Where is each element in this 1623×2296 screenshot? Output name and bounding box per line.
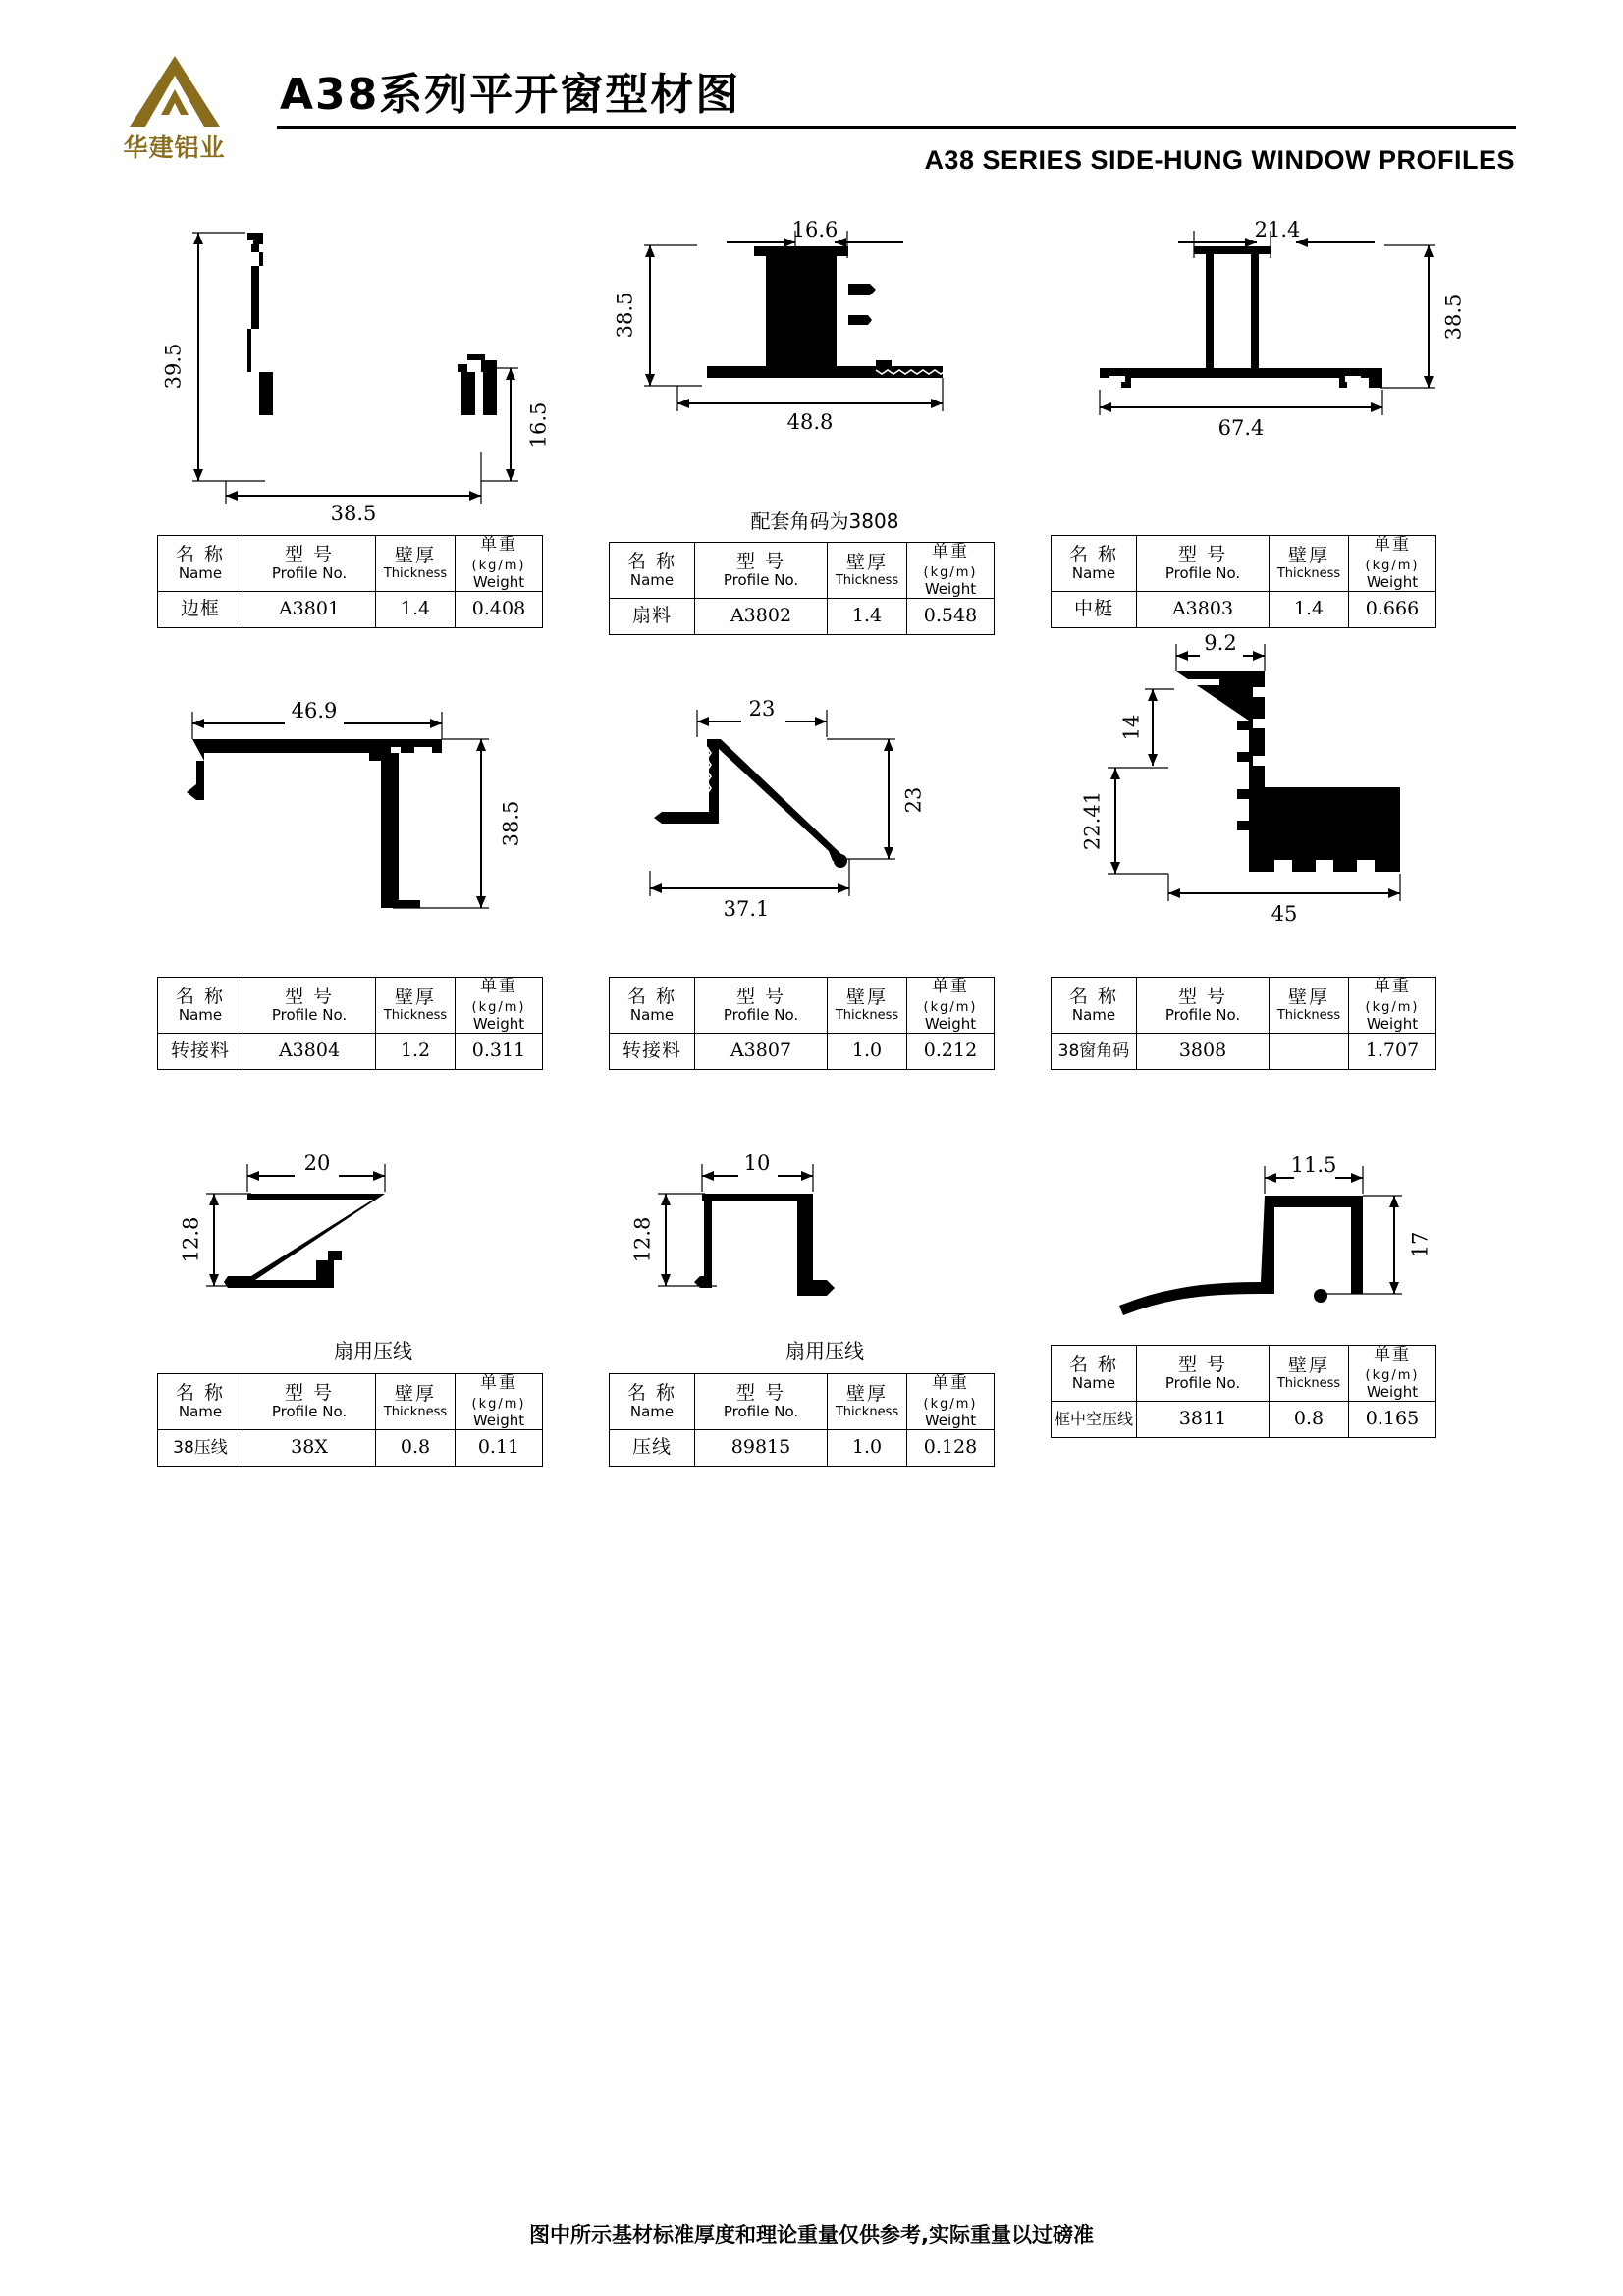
cell-weight: 0.666 [1349, 592, 1436, 628]
svg-text:20: 20 [303, 1151, 331, 1175]
cell-name: 转接料 [610, 1034, 695, 1070]
profiles-row-1 [0, 211, 1623, 682]
profile-caption-a3802: 配套角码为3808 [750, 509, 899, 533]
profile-cell-a3803 [1051, 211, 1483, 628]
header-name-en: Name [178, 1006, 223, 1025]
cell-weight: 0.548 [907, 599, 995, 635]
profile-drawing-a3801 [157, 211, 589, 535]
header-profile-en: Profile No. [723, 1006, 799, 1025]
svg-text:14: 14 [1119, 714, 1144, 741]
svg-text:17: 17 [1408, 1231, 1433, 1258]
page-title-en: A38 SERIES SIDE-HUNG WINDOW PROFILES [924, 145, 1515, 175]
cell-name: 38窗角码 [1052, 1034, 1137, 1070]
spec-table-a3804 [157, 977, 543, 1070]
profile-cell-38x [157, 1148, 589, 1467]
header-name-en: Name [178, 1403, 223, 1421]
header-name-en: Name [178, 564, 223, 583]
profile-cell-a3801 [157, 211, 589, 628]
page-header [0, 0, 1623, 211]
header-profile-cn: 型 号 [284, 985, 335, 1007]
cell-profile-no: 38X [243, 1430, 376, 1467]
cell-weight: 0.11 [456, 1430, 543, 1467]
svg-text:23: 23 [748, 697, 776, 721]
header-weight-en: Weight [1366, 1015, 1419, 1034]
svg-text:21.4: 21.4 [1254, 218, 1301, 241]
header-weight-cn: 单重 [1374, 1345, 1411, 1364]
header-weight-unit: (kg/m) [923, 564, 978, 580]
header-thickness-en: Thickness [835, 1404, 899, 1419]
page-title-cn: A38系列平开窗型材图 [280, 70, 741, 120]
company-logo [108, 54, 241, 172]
profile-drawing-3808 [1051, 628, 1483, 977]
cell-name: 边框 [158, 592, 243, 628]
header-name-cn: 名 称 [175, 1381, 226, 1404]
header-profile-cn: 型 号 [1177, 1353, 1228, 1375]
header-name-en: Name [1071, 1374, 1116, 1393]
profile-cell-a3807 [609, 682, 1041, 1070]
svg-text:38.5: 38.5 [330, 502, 377, 525]
cell-thickness: 0.8 [1270, 1402, 1349, 1438]
header-weight-en: Weight [472, 1015, 525, 1034]
header-thickness-cn: 壁厚 [1287, 1354, 1329, 1376]
header-divider [277, 126, 1516, 129]
svg-text:16.5: 16.5 [526, 401, 551, 449]
profile-cell-a3802 [609, 211, 1041, 635]
cell-weight: 0.408 [456, 592, 543, 628]
cell-thickness: 1.0 [828, 1430, 907, 1467]
header-thickness-cn: 壁厚 [1287, 986, 1329, 1008]
svg-text:11.5: 11.5 [1290, 1153, 1337, 1177]
header-profile-cn: 型 号 [1177, 985, 1228, 1007]
header-weight-en: Weight [472, 1412, 525, 1430]
profile-drawing-3811 [1051, 1148, 1483, 1335]
header-thickness-cn: 壁厚 [394, 1382, 436, 1405]
header-name-en: Name [1071, 564, 1116, 583]
header-profile-en: Profile No. [1164, 1006, 1241, 1025]
header-weight-en: Weight [472, 573, 525, 592]
header-name-cn: 名 称 [1068, 543, 1119, 565]
cell-name: 38压线 [158, 1430, 243, 1467]
header-thickness-en: Thickness [383, 565, 448, 581]
cell-weight: 0.128 [907, 1430, 995, 1467]
header-profile-en: Profile No. [271, 1006, 348, 1025]
header-thickness-en: Thickness [1276, 1375, 1341, 1391]
profile-drawing-89815 [609, 1148, 1041, 1335]
cell-thickness: 0.8 [376, 1430, 456, 1467]
header-thickness-cn: 壁厚 [845, 1382, 888, 1405]
header-weight-unit: (kg/m) [1365, 558, 1420, 573]
header-weight-en: Weight [924, 1015, 977, 1034]
header-weight-en: Weight [1366, 573, 1419, 592]
profiles-row-2 [0, 631, 1623, 1148]
profile-cell-3808 [1051, 628, 1483, 1070]
logo-mark-icon [126, 54, 224, 131]
header-profile-cn: 型 号 [735, 1381, 786, 1404]
header-name-cn: 名 称 [175, 543, 226, 565]
header-weight-unit: (kg/m) [471, 558, 526, 573]
spec-table-a3803 [1051, 535, 1436, 628]
svg-text:45: 45 [1271, 902, 1298, 926]
header-profile-cn: 型 号 [735, 985, 786, 1007]
cell-name: 框中空压线 [1052, 1402, 1137, 1438]
cell-name: 中梃 [1052, 592, 1137, 628]
cell-name: 扇料 [610, 599, 695, 635]
cell-name: 压线 [610, 1430, 695, 1467]
cell-thickness: 1.4 [376, 592, 456, 628]
svg-text:48.8: 48.8 [786, 410, 834, 434]
svg-text:38.5: 38.5 [1441, 294, 1466, 341]
header-weight-unit: (kg/m) [1365, 999, 1420, 1015]
header-profile-en: Profile No. [271, 1403, 348, 1421]
cell-weight: 0.165 [1349, 1402, 1436, 1438]
spec-table-38x [157, 1373, 543, 1467]
header-thickness-en: Thickness [1276, 565, 1341, 581]
profile-cell-89815 [609, 1148, 1041, 1467]
header-weight-cn: 单重 [480, 1373, 517, 1393]
header-profile-en: Profile No. [723, 1403, 799, 1421]
header-thickness-en: Thickness [835, 1007, 899, 1023]
profile-drawing-a3804 [157, 682, 589, 977]
header-weight-cn: 单重 [932, 1373, 969, 1393]
cell-thickness: 1.4 [1270, 592, 1349, 628]
header-name-en: Name [629, 1006, 675, 1025]
cell-profile-no: 3811 [1137, 1402, 1270, 1438]
header-thickness-cn: 壁厚 [394, 986, 436, 1008]
svg-text:39.5: 39.5 [161, 343, 186, 390]
cell-thickness: 1.4 [828, 599, 907, 635]
cell-profile-no: A3804 [243, 1034, 376, 1070]
profile-drawing-a3803 [1051, 211, 1483, 535]
cell-profile-no: A3803 [1137, 592, 1270, 628]
profiles-row-3 [0, 1148, 1623, 1561]
header-thickness-cn: 壁厚 [1287, 544, 1329, 566]
cell-profile-no: A3802 [695, 599, 828, 635]
header-thickness-cn: 壁厚 [394, 544, 436, 566]
profiles-grid [0, 211, 1623, 1561]
cell-thickness: 1.2 [376, 1034, 456, 1070]
cell-profile-no: A3807 [695, 1034, 828, 1070]
header-weight-cn: 单重 [932, 542, 969, 561]
header-weight-cn: 单重 [1374, 977, 1411, 996]
header-profile-en: Profile No. [271, 564, 348, 583]
svg-text:46.9: 46.9 [291, 699, 338, 722]
header-weight-cn: 单重 [932, 977, 969, 996]
cell-name: 转接料 [158, 1034, 243, 1070]
header-thickness-en: Thickness [1276, 1007, 1341, 1023]
header-weight-cn: 单重 [1374, 535, 1411, 555]
svg-text:37.1: 37.1 [723, 897, 770, 921]
cell-thickness [1270, 1034, 1349, 1070]
cell-profile-no: 89815 [695, 1430, 828, 1467]
footer-note: 图中所示基材标准厚度和理论重量仅供参考,实际重量以过磅准 [529, 2223, 1094, 2247]
svg-text:12.8: 12.8 [179, 1216, 203, 1263]
svg-text:38.5: 38.5 [613, 292, 637, 339]
header-weight-unit: (kg/m) [471, 999, 526, 1015]
header-thickness-cn: 壁厚 [845, 551, 888, 573]
header-weight-unit: (kg/m) [923, 999, 978, 1015]
header-weight-en: Weight [924, 580, 977, 599]
header-profile-cn: 型 号 [284, 543, 335, 565]
profile-cell-a3804 [157, 682, 589, 1070]
header-profile-en: Profile No. [723, 571, 799, 590]
header-name-cn: 名 称 [1068, 1353, 1119, 1375]
header-name-cn: 名 称 [1068, 985, 1119, 1007]
header-thickness-cn: 壁厚 [845, 986, 888, 1008]
cell-weight: 0.311 [456, 1034, 543, 1070]
cell-thickness: 1.0 [828, 1034, 907, 1070]
cell-weight: 0.212 [907, 1034, 995, 1070]
profile-drawing-a3807 [609, 682, 1041, 977]
svg-text:22.41: 22.41 [1080, 790, 1105, 851]
spec-table-3811 [1051, 1345, 1436, 1438]
header-name-en: Name [629, 571, 675, 590]
cell-profile-no: A3801 [243, 592, 376, 628]
header-name-cn: 名 称 [175, 985, 226, 1007]
header-profile-en: Profile No. [1164, 1374, 1241, 1393]
header-weight-cn: 单重 [480, 977, 517, 996]
profile-caption-89815: 扇用压线 [785, 1339, 864, 1362]
header-name-en: Name [629, 1403, 675, 1421]
svg-text:16.6: 16.6 [791, 218, 839, 241]
header-thickness-en: Thickness [383, 1007, 448, 1023]
cell-weight: 1.707 [1349, 1034, 1436, 1070]
header-name-cn: 名 称 [626, 550, 677, 572]
header-weight-cn: 单重 [480, 535, 517, 555]
header-profile-en: Profile No. [1164, 564, 1241, 583]
svg-text:9.2: 9.2 [1204, 631, 1237, 655]
profile-drawing-38x [157, 1148, 589, 1335]
header-thickness-en: Thickness [835, 572, 899, 588]
header-thickness-en: Thickness [383, 1404, 448, 1419]
svg-text:10: 10 [743, 1151, 771, 1175]
header-name-cn: 名 称 [626, 1381, 677, 1404]
header-name-cn: 名 称 [626, 985, 677, 1007]
header-weight-en: Weight [1366, 1383, 1419, 1402]
header-profile-cn: 型 号 [1177, 543, 1228, 565]
profile-drawing-a3802 [609, 211, 1041, 506]
profile-cell-3811 [1051, 1148, 1483, 1438]
spec-table-a3801 [157, 535, 543, 628]
header-weight-en: Weight [924, 1412, 977, 1430]
spec-table-3808 [1051, 977, 1436, 1070]
svg-text:38.5: 38.5 [499, 800, 523, 847]
header-profile-cn: 型 号 [284, 1381, 335, 1404]
spec-table-a3807 [609, 977, 995, 1070]
spec-table-a3802 [609, 542, 995, 635]
svg-text:67.4: 67.4 [1217, 416, 1265, 440]
header-profile-cn: 型 号 [735, 550, 786, 572]
header-name-en: Name [1071, 1006, 1116, 1025]
spec-table-89815 [609, 1373, 995, 1467]
svg-text:23: 23 [901, 786, 926, 814]
cell-profile-no: 3808 [1137, 1034, 1270, 1070]
logo-text: 华建铝业 [123, 133, 226, 162]
header-weight-unit: (kg/m) [471, 1396, 526, 1412]
header-weight-unit: (kg/m) [1365, 1367, 1420, 1383]
header-weight-unit: (kg/m) [923, 1396, 978, 1412]
profile-caption-38x: 扇用压线 [334, 1339, 412, 1362]
svg-text:12.8: 12.8 [630, 1216, 655, 1263]
